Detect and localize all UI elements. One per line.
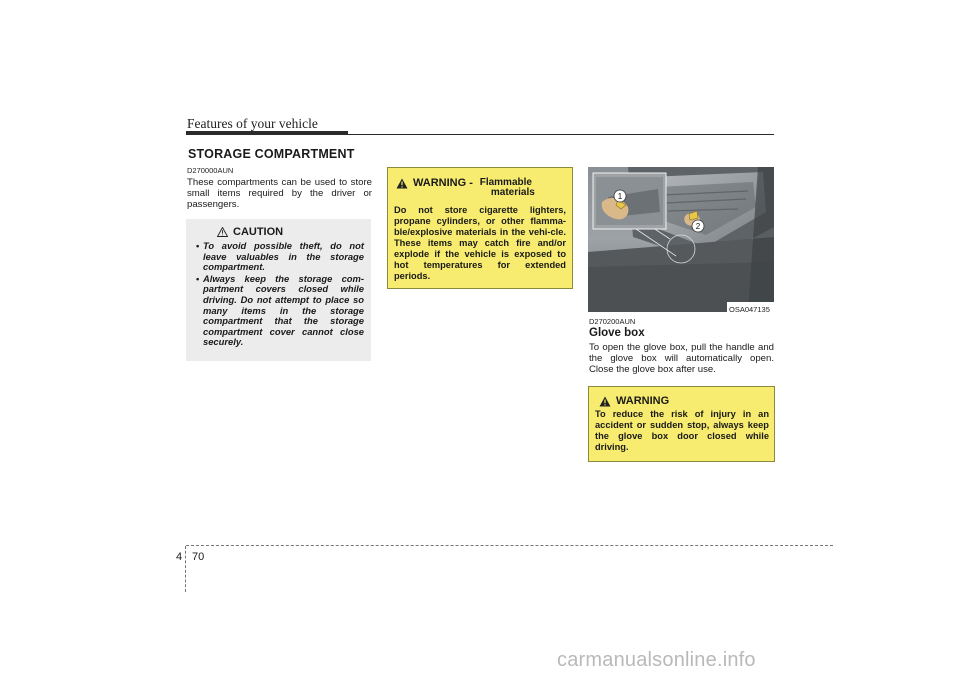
caution-header — [217, 226, 283, 238]
figure-code: OSA047135 — [729, 305, 770, 314]
section-title: STORAGE COMPARTMENT — [188, 147, 355, 161]
glove-box-illustration — [588, 167, 774, 312]
warning-flammable-text: Do not store cigarette lighters, propane cylinders, or other flamma-ble/explosive materials in the vehi-cle. These items may catch fire and/or explode if the vehicle is exposed to hot temperatures for extended periods. — [394, 205, 566, 281]
callout-1-label: 1 — [617, 192, 623, 201]
glove-box-photo — [588, 167, 774, 312]
warning-glovebox-header — [599, 395, 669, 407]
warning-flammable-header — [396, 177, 535, 198]
section-intro: These compartments can be used to store small items required by the driver or passengers. — [187, 177, 372, 210]
warning-glovebox-box — [588, 386, 775, 462]
warning-triangle-icon — [599, 396, 611, 407]
watermark: carmanualsonline.info — [557, 649, 756, 671]
warning-triangle-icon — [396, 178, 408, 189]
footer-rule — [186, 545, 833, 546]
warning-flammable-title: WARNING - — [413, 177, 473, 189]
caution-box — [186, 219, 371, 361]
page-number: 70 — [192, 551, 205, 563]
caution-item: • Always keep the storage com-partment covers closed while driving. Do not attempt to place so many items in the storage compartment that the storage compartment cover cannot close securely. — [191, 274, 364, 348]
page-chapter: 4 — [176, 551, 183, 563]
caution-list — [191, 241, 364, 349]
glove-box-code: D270200AUN — [589, 317, 636, 326]
warning-glovebox-title: WARNING — [616, 395, 670, 407]
page-header-title: Features of your vehicle — [187, 116, 318, 131]
section-code: D270000AUN — [187, 166, 234, 175]
glove-box-title: Glove box — [589, 327, 645, 339]
caution-title: CAUTION — [233, 226, 284, 238]
callout-2-label: 2 — [695, 222, 701, 231]
warning-flammable-subtitle-line1: Flammable — [479, 177, 532, 188]
caution-item: • To avoid possible theft, do not leave valuables in the storage compartment. — [191, 241, 364, 273]
glove-box-text: To open the glove box, pull the handle and the glove box will automatically open. Close the glove box after use. — [589, 342, 774, 375]
footer-vertical-rule — [185, 546, 186, 592]
warning-flammable-box — [387, 167, 573, 289]
warning-flammable-subtitle-line2: materials — [490, 187, 535, 198]
warning-glovebox-text: To reduce the risk of injury in an accident or sudden stop, always keep the glove box door closed while driving. — [595, 409, 769, 452]
header-rule — [186, 134, 774, 135]
caution-triangle-icon — [217, 227, 228, 237]
warning-flammable-subtitle — [477, 177, 535, 198]
